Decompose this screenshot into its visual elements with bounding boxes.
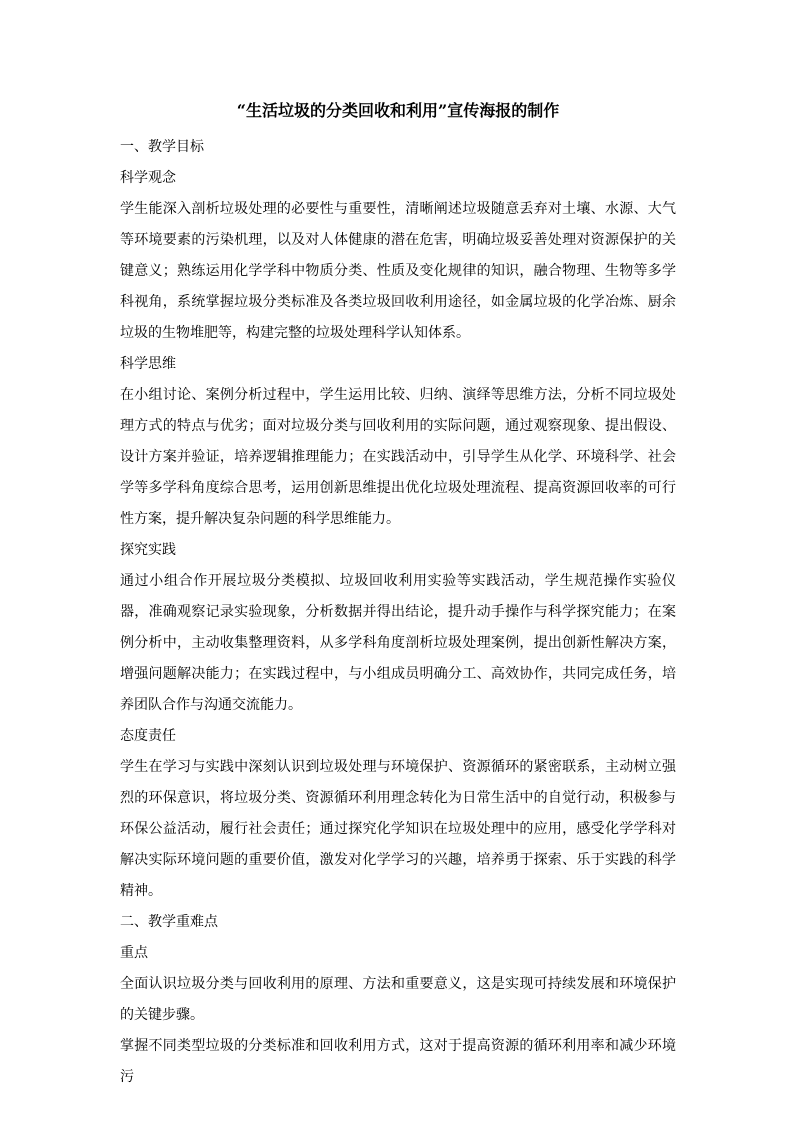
section-heading-key-points: 二、教学重难点: [120, 914, 218, 930]
paragraph-scientific-concept: 学生能深入剖析垃圾处理的必要性与重要性，清晰阐述垃圾随意丢弃对土壤、水源、大气等环境要素的污染机理，以及对人体健康的潜在危害，明确垃圾妥善处理对资源保护的关键意义；熟练运用化学学科中物质分类、性质及变化规律的知识，融合物理、生物等多学科视角，系统掌握垃圾分类标准及各类垃圾回收利用途径，如金属垃圾的化学冶炼、厨余垃圾的生物堆肥等，构建完整的垃圾处理科学认知体系。: [120, 201, 676, 341]
subheading-scientific-concept: 科学观念: [120, 170, 176, 186]
paragraph-inquiry-practice: 通过小组合作开展垃圾分类模拟、垃圾回收利用实验等实践活动，学生规范操作实验仪器，准确观察记录实验现象，分析数据并得出结论，提升动手操作与科学探究能力；在案例分析中，主动收集整理资料，从多学科角度剖析垃圾处理案例，提出创新性解决方案，增强问题解决能力；在实践过程中，与小组成员明确分工、高效协作，共同完成任务，培养团队合作与沟通交流能力。: [120, 573, 676, 713]
subheading-focus: 重点: [120, 945, 148, 961]
subheading-inquiry-practice: 探究实践: [120, 542, 176, 558]
document-title: “生活垃圾的分类回收和利用”宣传海报的制作: [236, 101, 560, 120]
paragraph-focus-2: 掌握不同类型垃圾的分类标准和回收利用方式，这对于提高资源的循环利用率和减少环境污: [120, 1038, 676, 1085]
subheading-scientific-thinking: 科学思维: [120, 356, 176, 372]
subheading-attitude-responsibility: 态度责任: [120, 728, 176, 744]
section-heading-objectives: 一、教学目标: [120, 139, 204, 155]
paragraph-focus-1: 全面认识垃圾分类与回收利用的原理、方法和重要意义，这是实现可持续发展和环境保护的关键步骤。: [120, 976, 676, 1023]
document-body: [120, 132, 676, 1093]
paragraph-scientific-thinking: 在小组讨论、案例分析过程中，学生运用比较、归纳、演绎等思维方法，分析不同垃圾处理方式的特点与优劣；面对垃圾分类与回收利用的实际问题，通过观察现象、提出假设、设计方案并验证，培养逻辑推理能力；在实践活动中，引导学生从化学、环境科学、社会学等多学科角度综合思考，运用创新思维提出优化垃圾处理流程、提高资源回收率的可行性方案，提升解决复杂问题的科学思维能力。: [120, 387, 676, 527]
paragraph-attitude-responsibility: 学生在学习与实践中深刻认识到垃圾处理与环境保护、资源循环的紧密联系，主动树立强烈的环保意识，将垃圾分类、资源循环利用理念转化为日常生活中的自觉行动，积极参与环保公益活动，履行社会责任；通过探究化学知识在垃圾处理中的应用，感受化学学科对解决实际环境问题的重要价值，激发对化学学习的兴趣，培养勇于探索、乐于实践的科学精神。: [120, 759, 676, 899]
